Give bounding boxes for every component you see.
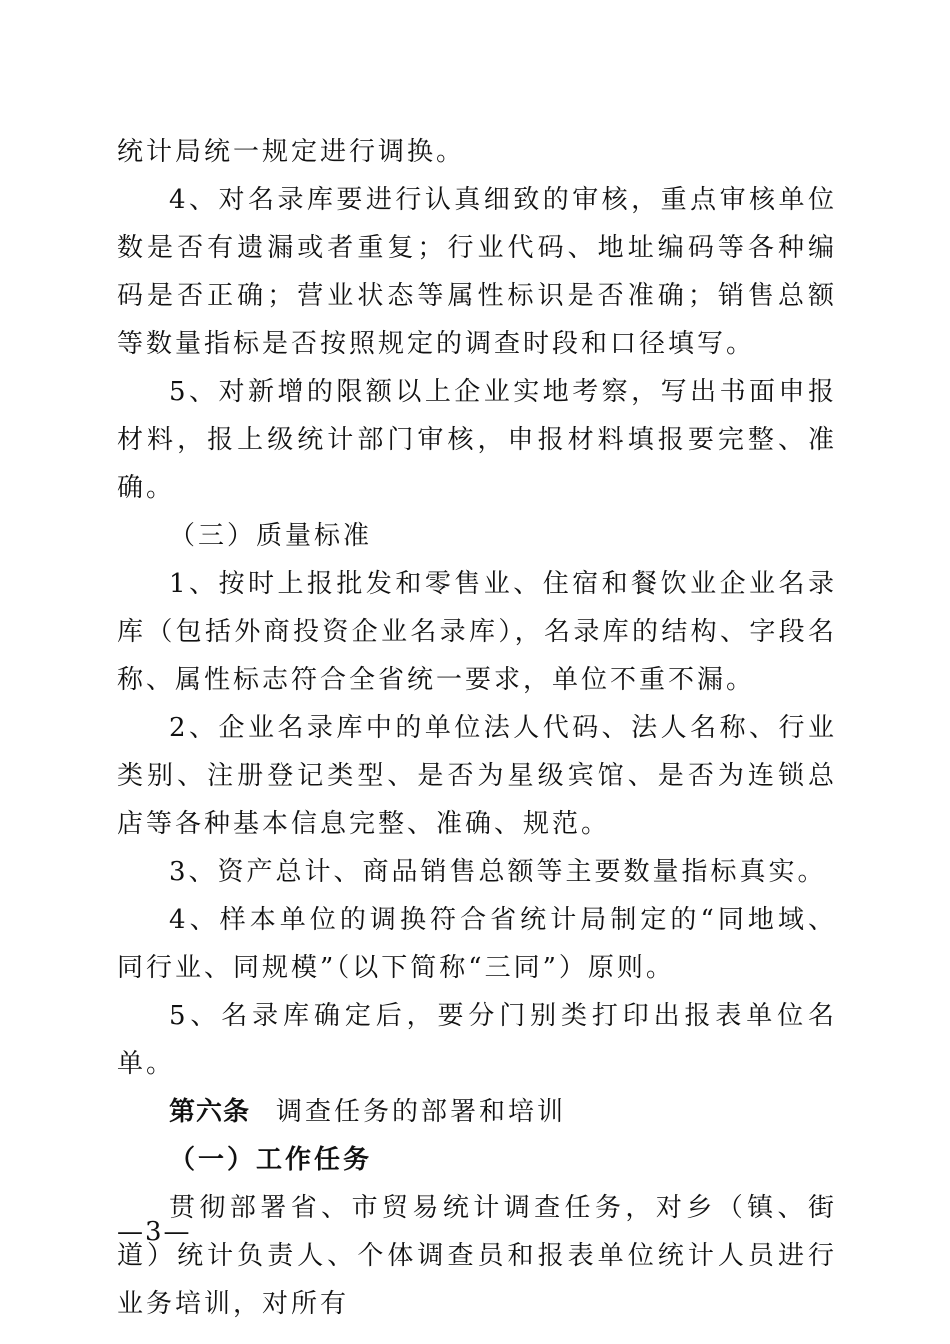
paragraph-item-4: 4、对名录库要进行认真细致的审核，重点审核单位数是否有遗漏或者重复；行业代码、地址编码等各种编码是否正确；营业状态等属性标识是否准确；销售总额等数量指标是否按照规定的调查时段和口径填写。 — [117, 185, 837, 359]
document-body — [117, 128, 837, 1328]
paragraph-continuation: 统计局统一规定进行调换。 — [117, 137, 466, 167]
paragraph-standard-1: 1、按时上报批发和零售业、住宿和餐饮业企业名录库（包括外商投资企业名录库），名录库的结构、字段名称、属性标志符合全省统一要求，单位不重不漏。 — [117, 569, 837, 695]
paragraph-work-task: 贯彻部署省、市贸易统计调查任务，对乡（镇、街道）统计负责人、个体调查员和报表单位统计人员进行业务培训，对所有 — [117, 1193, 837, 1319]
article-heading — [117, 1088, 837, 1136]
subsection-heading-work-task: （一）工作任务 — [169, 1145, 373, 1175]
article-label: 第六条 — [169, 1097, 251, 1127]
article-title: 调查任务的部署和培训 — [276, 1097, 567, 1127]
paragraph-standard-5: 5、名录库确定后，要分门别类打印出报表单位名单。 — [117, 1001, 837, 1079]
paragraph-standard-2: 2、企业名录库中的单位法人代码、法人名称、行业类别、注册登记类型、是否为星级宾馆、是否为连锁总店等各种基本信息完整、准确、规范。 — [117, 713, 837, 839]
section-heading-quality-standard: （三）质量标准 — [169, 521, 373, 551]
paragraph-standard-4: 4、样本单位的调换符合省统计局制定的“同地域、同行业、同规模”（以下简称“三同”）原则。 — [117, 905, 837, 983]
paragraph-standard-3: 3、资产总计、商品销售总额等主要数量指标真实。 — [169, 857, 827, 887]
paragraph-item-5: 5、对新增的限额以上企业实地考察，写出书面申报材料，报上级统计部门审核，申报材料填报要完整、准确。 — [117, 377, 837, 503]
page-number: —3— — [117, 1217, 192, 1247]
